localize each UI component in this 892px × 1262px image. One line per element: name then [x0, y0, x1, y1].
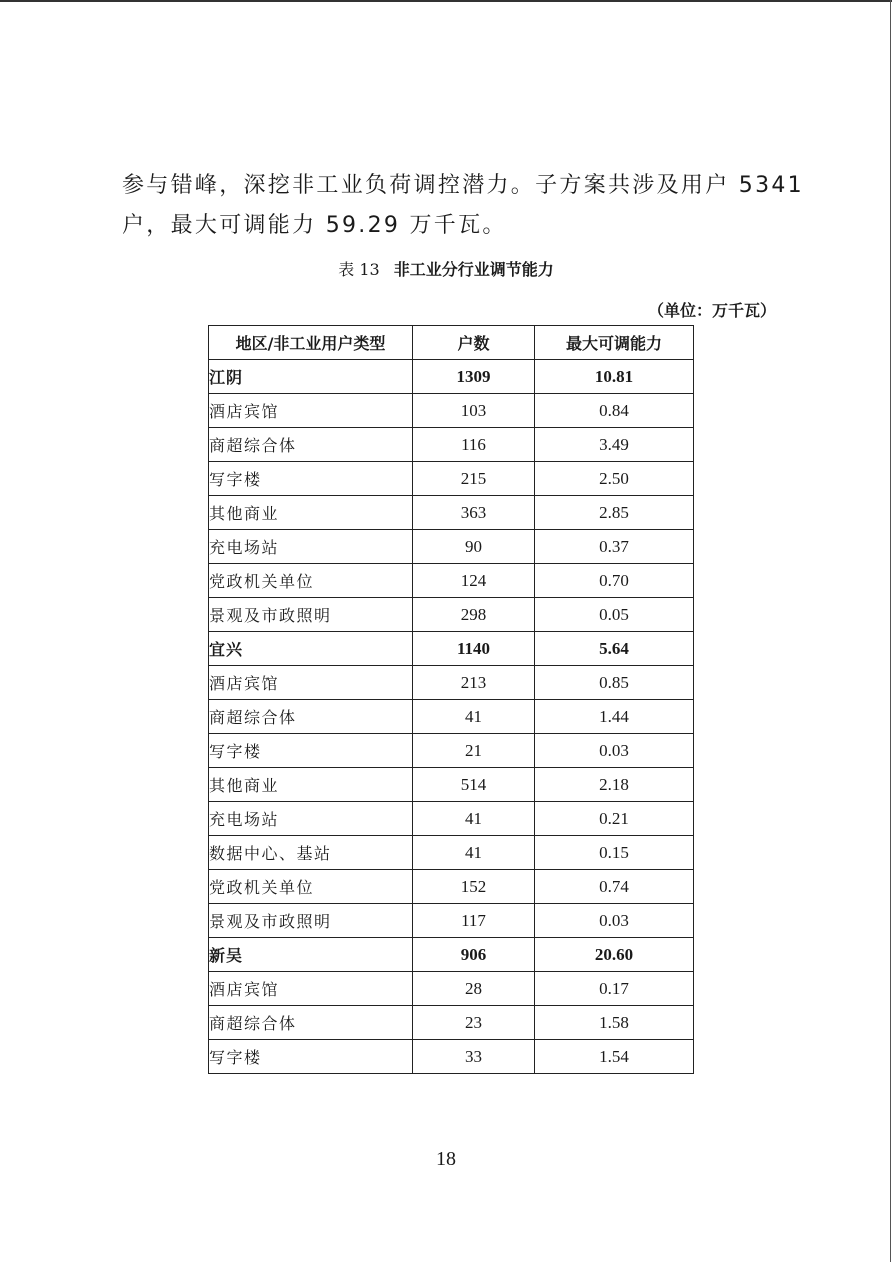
- row-count: 124: [413, 564, 535, 598]
- table-row: [209, 462, 694, 496]
- table-title: 非工业分行业调节能力: [393, 260, 554, 279]
- table-row: [209, 496, 694, 530]
- row-name: 写字楼: [209, 734, 413, 768]
- table-row: [209, 564, 694, 598]
- row-capacity: 0.70: [535, 564, 694, 598]
- row-name: 充电场站: [209, 802, 413, 836]
- row-count: 33: [413, 1040, 535, 1074]
- table-row: [209, 904, 694, 938]
- row-count: 298: [413, 598, 535, 632]
- capacity-table: [208, 325, 694, 1074]
- row-name: 数据中心、基站: [209, 836, 413, 870]
- row-capacity: 0.84: [535, 394, 694, 428]
- row-capacity: 1.58: [535, 1006, 694, 1040]
- table-row: [209, 768, 694, 802]
- region-row: [209, 938, 694, 972]
- row-name: 宜兴: [209, 632, 413, 666]
- row-count: 90: [413, 530, 535, 564]
- row-name: 江阴: [209, 360, 413, 394]
- row-capacity: 20.60: [535, 938, 694, 972]
- row-count: 1309: [413, 360, 535, 394]
- row-count: 117: [413, 904, 535, 938]
- paragraph-line-2: 户，最大可调能力 59.29 万千瓦。: [122, 213, 507, 238]
- row-capacity: 0.21: [535, 802, 694, 836]
- row-count: 152: [413, 870, 535, 904]
- row-count: 41: [413, 802, 535, 836]
- row-capacity: 0.05: [535, 598, 694, 632]
- row-capacity: 1.44: [535, 700, 694, 734]
- table-row: [209, 972, 694, 1006]
- row-capacity: 0.15: [535, 836, 694, 870]
- row-name: 商超综合体: [209, 1006, 413, 1040]
- table-row: [209, 598, 694, 632]
- header-count: 户数: [413, 326, 535, 360]
- page-number: 18: [436, 1148, 456, 1170]
- table-row: [209, 1006, 694, 1040]
- row-name: 充电场站: [209, 530, 413, 564]
- top-border-line: [0, 0, 892, 2]
- table-row: [209, 734, 694, 768]
- row-count: 213: [413, 666, 535, 700]
- table-row: [209, 394, 694, 428]
- row-name: 写字楼: [209, 1040, 413, 1074]
- row-capacity: 3.49: [535, 428, 694, 462]
- row-capacity: 0.85: [535, 666, 694, 700]
- right-border-line: [890, 0, 891, 1262]
- row-name: 新吴: [209, 938, 413, 972]
- row-capacity: 5.64: [535, 632, 694, 666]
- table-row: [209, 666, 694, 700]
- row-capacity: 1.54: [535, 1040, 694, 1074]
- row-capacity: 10.81: [535, 360, 694, 394]
- row-name: 党政机关单位: [209, 870, 413, 904]
- row-name: 党政机关单位: [209, 564, 413, 598]
- row-count: 41: [413, 836, 535, 870]
- row-name: 酒店宾馆: [209, 394, 413, 428]
- row-name: 酒店宾馆: [209, 666, 413, 700]
- row-name: 商超综合体: [209, 428, 413, 462]
- row-name: 景观及市政照明: [209, 904, 413, 938]
- row-capacity: 2.50: [535, 462, 694, 496]
- table-row: [209, 836, 694, 870]
- row-count: 906: [413, 938, 535, 972]
- row-name: 酒店宾馆: [209, 972, 413, 1006]
- table-caption: [0, 257, 892, 280]
- table-row: [209, 870, 694, 904]
- row-capacity: 2.85: [535, 496, 694, 530]
- row-count: 1140: [413, 632, 535, 666]
- row-capacity: 2.18: [535, 768, 694, 802]
- row-name: 商超综合体: [209, 700, 413, 734]
- body-paragraph: [122, 166, 802, 246]
- row-name: 其他商业: [209, 496, 413, 530]
- paragraph-line-1: 参与错峰，深挖非工业负荷调控潜力。子方案共涉及用户 5341: [122, 173, 804, 198]
- region-row: [209, 360, 694, 394]
- row-capacity: 0.03: [535, 904, 694, 938]
- unit-label: （单位：万千瓦）: [647, 301, 776, 320]
- row-count: 215: [413, 462, 535, 496]
- row-name: 其他商业: [209, 768, 413, 802]
- table-header-row: [209, 326, 694, 360]
- row-capacity: 0.17: [535, 972, 694, 1006]
- table-row: [209, 700, 694, 734]
- table-number: 表 13: [338, 260, 380, 279]
- table-row: [209, 1040, 694, 1074]
- row-count: 21: [413, 734, 535, 768]
- row-count: 514: [413, 768, 535, 802]
- header-capacity: 最大可调能力: [535, 326, 694, 360]
- row-capacity: 0.37: [535, 530, 694, 564]
- row-count: 28: [413, 972, 535, 1006]
- table-row: [209, 428, 694, 462]
- row-name: 写字楼: [209, 462, 413, 496]
- row-capacity: 0.03: [535, 734, 694, 768]
- header-category: 地区/非工业用户类型: [209, 326, 413, 360]
- row-capacity: 0.74: [535, 870, 694, 904]
- row-count: 363: [413, 496, 535, 530]
- row-count: 41: [413, 700, 535, 734]
- region-row: [209, 632, 694, 666]
- row-count: 23: [413, 1006, 535, 1040]
- row-count: 116: [413, 428, 535, 462]
- table-row: [209, 802, 694, 836]
- row-name: 景观及市政照明: [209, 598, 413, 632]
- table-row: [209, 530, 694, 564]
- row-count: 103: [413, 394, 535, 428]
